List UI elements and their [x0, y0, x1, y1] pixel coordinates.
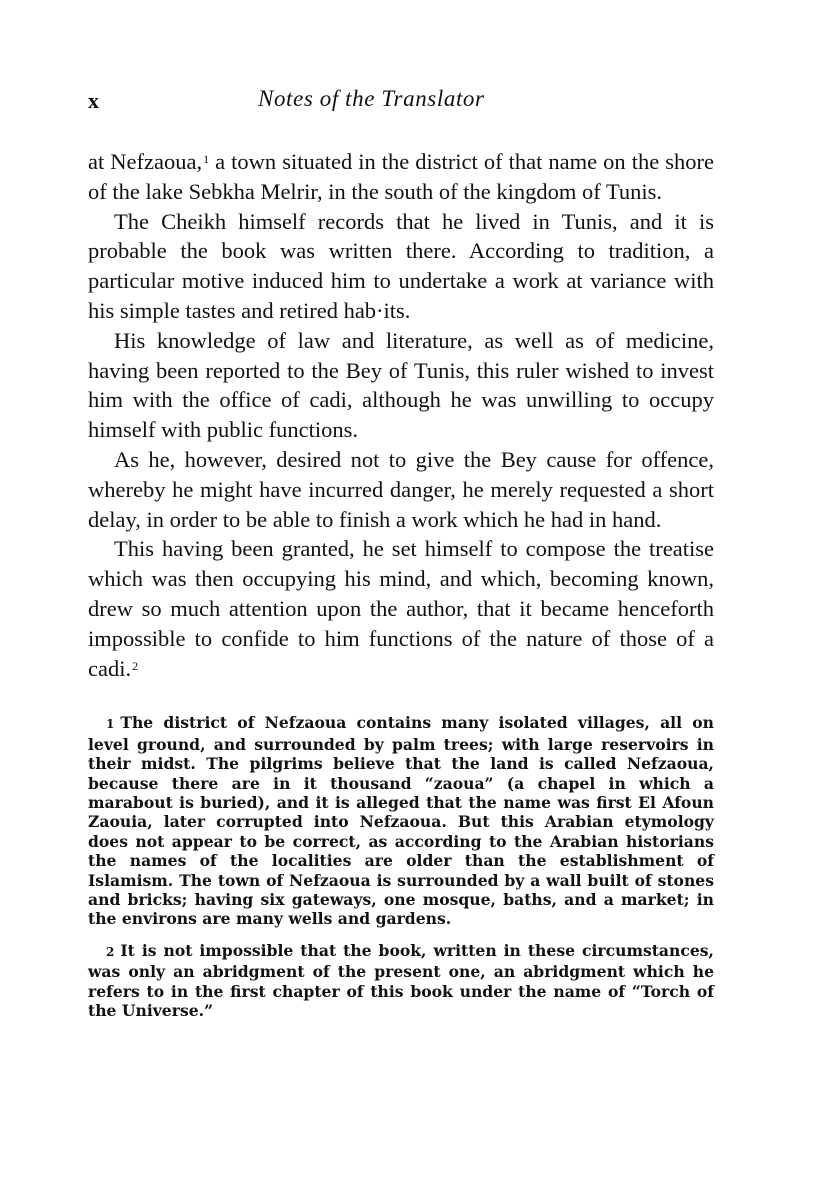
paragraph-5	[88, 534, 714, 683]
running-head	[88, 86, 714, 120]
paragraph-1-rest: a town situated in the district of that name on the shore of the lake Sebkha Melrir, in the south of the kingdom of Tunis.	[88, 149, 714, 204]
footnote-number: 2	[106, 944, 115, 959]
page-number: x	[88, 88, 99, 113]
footnote-2	[88, 941, 714, 1021]
paragraph-5-text: This having been granted, he set himself to compose the treatise which was then occupying his mind, and which, becoming known, drew so much attention upon the author, that it became henceforth impossible to confide to him functions of the nature of those of a cadi.	[88, 536, 714, 681]
footnote-1	[88, 713, 714, 928]
footnote-text: It is not impossible that the book, written in these circumstances, was only an abridgment of the present one, an abridgment which he refers to in the first chapter of this book under the name of “Torch of the Universe.”	[88, 940, 714, 1021]
footnote-ref-1: 1	[203, 152, 210, 166]
paragraph-2: The Cheikh himself records that he lived in Tunis, and it is probable the book was written there. According to tradition, a particular motive induced him to undertake a work at variance with his simple tastes and retired hab·its.	[88, 208, 714, 323]
paragraph-4: As he, however, desired not to give the Bey cause for offence, whereby he might have incurred danger, he merely requested a short delay, in order to be able to finish a work which he had in hand.	[88, 446, 714, 532]
book-page	[88, 86, 714, 1032]
footnotes	[88, 713, 714, 1020]
running-title: Notes of the Translator	[258, 86, 485, 111]
footnote-number: 1	[106, 717, 115, 732]
paragraph-1-text: at Nefzaoua,	[88, 149, 203, 174]
body-text	[88, 147, 714, 683]
paragraph-1	[88, 147, 714, 207]
paragraph-3: His knowledge of law and literature, as well as of medicine, having been reported to the Bey of Tunis, this ruler wished to invest him with the office of cadi, although he was unwilling to occupy himself with public functions.	[88, 327, 714, 443]
footnote-text: The district of Nefzaoua contains many isolated villages, all on level ground, and surrounded by palm trees; with large reservoirs in their midst. The pilgrims believe that the land is called Nefzaoua, because there are in it thousand “zaoua” (a chapel in which a marabout is buried), and it is alleged that the name was first El Afoun Zaouia, later corrupted into Nefzaoua. But this Arabian etymology does not appear to be correct, as according to the Arabian historians the names of the localities are older than the establishment of Islamism. The town of Nefzaoua is surrounded by a wall built of stones and bricks; having six gateways, one mosque, baths, and a market; in the environs are many wells and gardens.	[88, 713, 714, 929]
footnote-ref-2: 2	[132, 658, 139, 673]
